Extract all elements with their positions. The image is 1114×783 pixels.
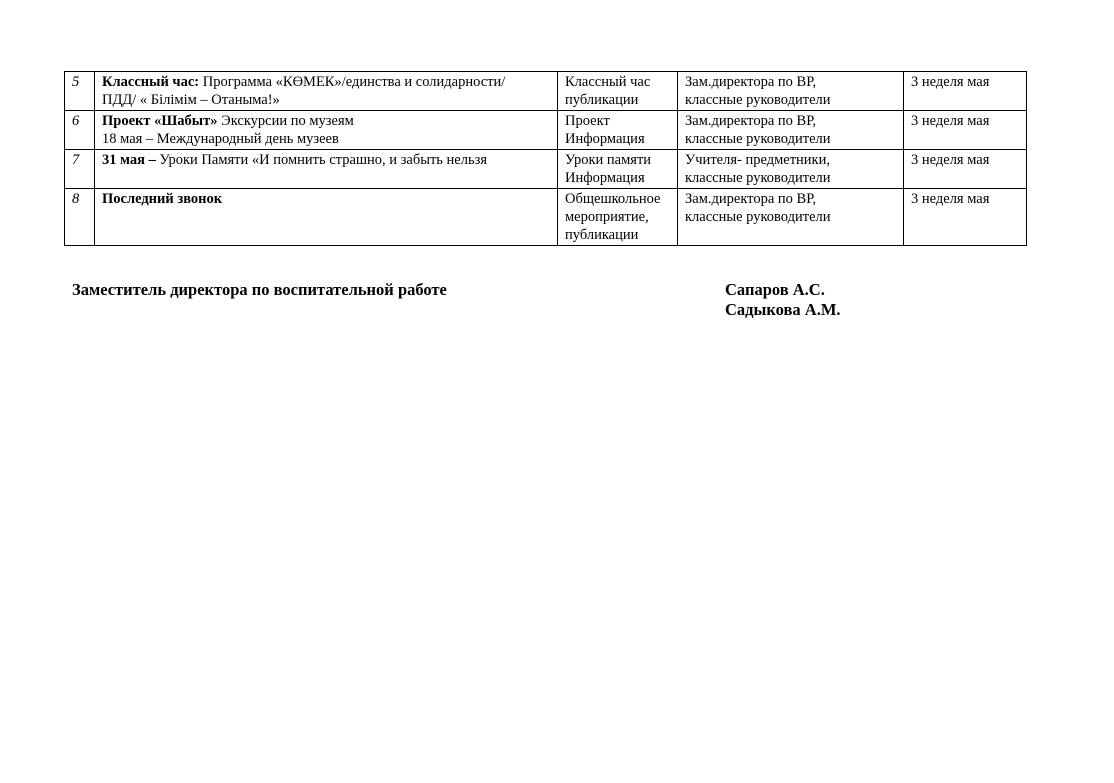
signature-names	[725, 280, 841, 320]
event-cell	[95, 72, 558, 111]
responsible-cell	[678, 189, 904, 246]
form-line: Классный час	[565, 74, 651, 90]
responsible-line: классные руководители	[685, 170, 831, 186]
event-text-line2: 18 мая – Международный день музеев	[102, 131, 339, 147]
row-number: 6	[65, 111, 95, 150]
responsible-cell	[678, 150, 904, 189]
events-table	[64, 71, 1027, 246]
responsible-line: Зам.директора по ВР,	[685, 74, 817, 90]
form-line: Проект	[565, 113, 610, 129]
form-line: Уроки памяти	[565, 152, 652, 168]
responsible-line: классные руководители	[685, 131, 831, 147]
event-text	[102, 73, 551, 91]
row-number: 8	[65, 189, 95, 246]
event-text-rest: Экскурсии по музеям	[217, 113, 354, 129]
term-cell: 3 неделя мая	[904, 111, 1027, 150]
responsible-line: Зам.директора по ВР,	[685, 191, 817, 207]
form-cell	[558, 111, 678, 150]
responsible-line: Учителя- предметники,	[685, 152, 830, 168]
responsible-line: Зам.директора по ВР,	[685, 113, 817, 129]
table-row	[65, 189, 1027, 246]
form-line: Информация	[565, 170, 645, 186]
term-cell: 3 неделя мая	[904, 150, 1027, 189]
event-bold: Последний звонок	[102, 191, 223, 207]
responsible-line: классные руководители	[685, 92, 831, 108]
event-text-line2: ПДД/ « Білімім – Отаныма!»	[102, 92, 280, 108]
responsible-cell	[678, 72, 904, 111]
form-cell	[558, 150, 678, 189]
event-text	[102, 112, 551, 130]
responsible-line: классные руководители	[685, 209, 831, 225]
event-text	[102, 190, 551, 208]
term-cell: 3 неделя мая	[904, 189, 1027, 246]
form-cell	[558, 189, 678, 246]
form-line: публикации	[565, 92, 639, 108]
row-number: 7	[65, 150, 95, 189]
event-text-rest: Уроки Памяти «И помнить страшно, и забыть нельзя	[155, 152, 487, 168]
form-line: публикации	[565, 227, 639, 243]
table-row	[65, 150, 1027, 189]
form-cell	[558, 72, 678, 111]
signature-title: Заместитель директора по воспитательной работе	[72, 280, 447, 299]
event-bold: Проект «Шабыт»	[102, 113, 218, 129]
event-bold: 31 мая –	[102, 152, 156, 168]
event-cell	[95, 189, 558, 246]
row-number: 5	[65, 72, 95, 111]
responsible-cell	[678, 111, 904, 150]
event-text-rest: Программа «КӨМЕК»/единства и солидарности/	[199, 74, 506, 90]
form-line: мероприятие,	[565, 209, 649, 225]
table-row	[65, 111, 1027, 150]
term-cell: 3 неделя мая	[904, 72, 1027, 111]
table-row	[65, 72, 1027, 111]
form-line: Общешкольное	[565, 191, 661, 207]
event-bold: Классный час:	[102, 74, 200, 90]
signature-name-1: Сапаров А.С.	[725, 280, 825, 299]
event-cell	[95, 150, 558, 189]
signature-name-2: Садыкова А.М.	[725, 300, 841, 319]
form-line: Информация	[565, 131, 645, 147]
event-cell	[95, 111, 558, 150]
event-text	[102, 151, 551, 169]
